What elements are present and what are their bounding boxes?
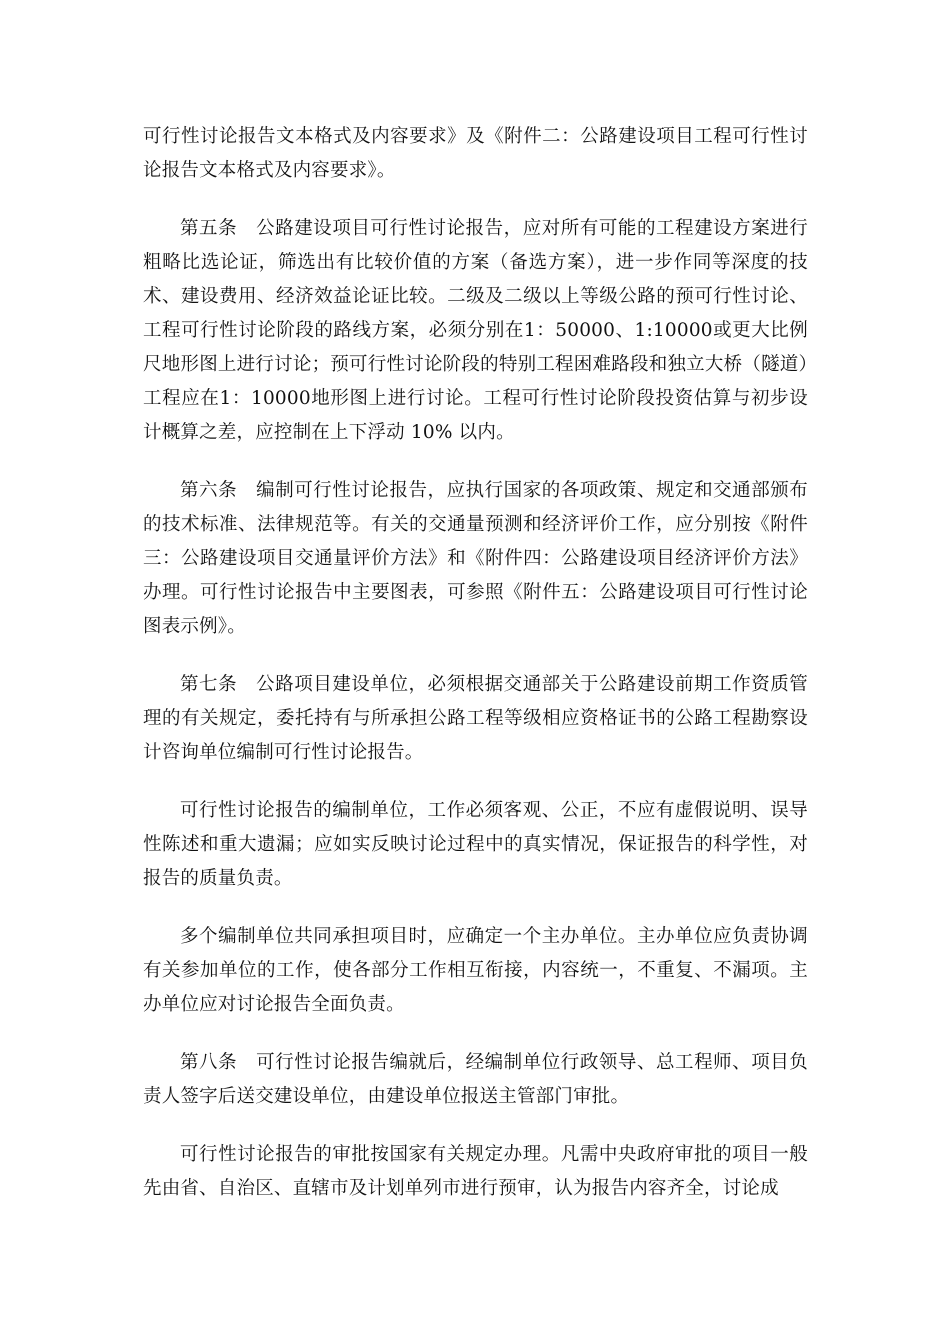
paragraph-multiple-units: 多个编制单位共同承担项目时，应确定一个主办单位。主办单位应负责协调有关参加单位的工作，使各部分工作相互衔接，内容统一，不重复、不漏项。主办单位应对讨论报告全面负责。 bbox=[143, 926, 808, 1015]
paragraph-approval: 可行性讨论报告的审批按国家有关规定办理。凡需中央政府审批的项目一般先由省、自治区、直辖市及计划单列市进行预审，认为报告内容齐全，讨论成 bbox=[143, 1144, 808, 1199]
paragraph-article-5: 第五条 公路建设项目可行性讨论报告，应对所有可能的工程建设方案进行粗略比选论证，筛选出有比较价值的方案（备选方案），进一步作同等深度的技术、建设费用、经济效益论证比较。二级及二级以上等级公路的预可行性讨论、工程可行性讨论阶段的路线方案，必须分别在1：50000、1:10000或更大比例尺地形图上进行讨论；预可行性讨论阶段的特别工程困难路段和独立大桥（隧道）工程应在1：10000地形图上进行讨论。工程可行性讨论阶段投资估算与初步设计概算之差，应控制在上下浮动 10% 以内。 bbox=[143, 218, 808, 443]
paragraph-article-7: 第七条 公路项目建设单位，必须根据交通部关于公路建设前期工作资质管理的有关规定，委托持有与所承担公路工程等级相应资格证书的公路工程勘察设计咨询单位编制可行性讨论报告。 bbox=[143, 674, 808, 763]
paragraph-article-6: 第六条 编制可行性讨论报告，应执行国家的各项政策、规定和交通部颁布的技术标准、法律规范等。有关的交通量预测和经济评价工作，应分别按《附件三：公路建设项目交通量评价方法》和《附件四：公路建设项目经济评价方法》办理。可行性讨论报告中主要图表，可参照《附件五：公路建设项目可行性讨论图表示例》。 bbox=[143, 480, 808, 637]
document-body bbox=[143, 120, 808, 1206]
paragraph-article-8: 第八条 可行性讨论报告编就后，经编制单位行政领导、总工程师、项目负责人签字后送交建设单位，由建设单位报送主管部门审批。 bbox=[143, 1052, 808, 1107]
paragraph-compiling-unit: 可行性讨论报告的编制单位，工作必须客观、公正，不应有虚假说明、误导性陈述和重大遗漏；应如实反映讨论过程中的真实情况，保证报告的科学性，对报告的质量负责。 bbox=[143, 800, 808, 889]
paragraph-continuation: 可行性讨论报告文本格式及内容要求》及《附件二：公路建设项目工程可行性讨论报告文本格式及内容要求》。 bbox=[143, 126, 808, 181]
